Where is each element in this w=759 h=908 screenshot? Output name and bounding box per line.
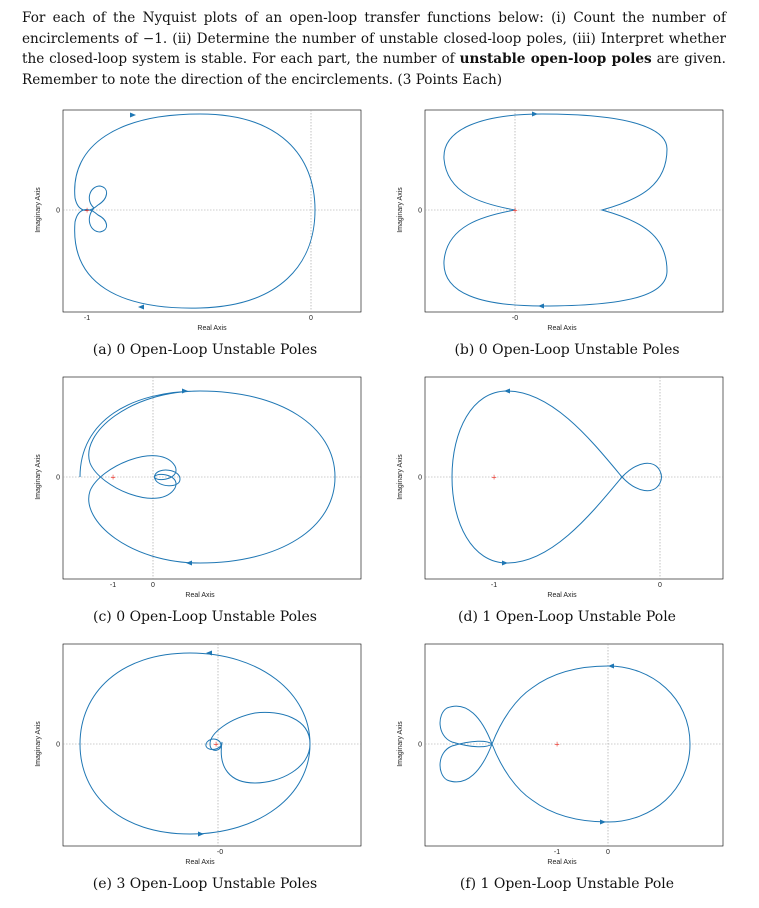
x-axis-label: Real Axis: [185, 592, 215, 599]
y-axis-label: Imaginary Axis: [35, 187, 42, 233]
nyquist-plot-a: [30, 104, 380, 349]
nyquist-plot-f: [392, 638, 742, 883]
x-tick-label: 0: [606, 849, 610, 856]
direction-arrow: [198, 832, 204, 837]
panel-caption: (e) 3 Open-Loop Unstable Poles: [92, 876, 318, 892]
nyquist-panel-c: [30, 371, 380, 641]
nyquist-curve: [75, 114, 315, 308]
y-tick-label: 0: [56, 741, 60, 749]
direction-arrow: [504, 389, 510, 394]
nyquist-curve: [440, 666, 690, 822]
critical-point-marker: +: [512, 206, 518, 215]
y-tick-label: 0: [56, 207, 60, 215]
critical-point-marker: +: [110, 473, 116, 482]
y-axis-label: Imaginary Axis: [35, 721, 42, 767]
y-tick-label: 0: [418, 474, 422, 482]
nyquist-plot-c: [30, 371, 380, 616]
nyquist-plot-e: [30, 638, 380, 883]
problem-statement: [22, 8, 726, 90]
direction-arrow: [130, 113, 136, 118]
x-axis-label: Real Axis: [547, 592, 577, 599]
nyquist-plot-b: [392, 104, 742, 349]
nyquist-plot-d: [392, 371, 742, 616]
nyquist-panel-d: [392, 371, 742, 641]
x-axis-label: Real Axis: [185, 859, 215, 866]
direction-arrow: [182, 389, 188, 394]
y-axis-label: Imaginary Axis: [397, 187, 404, 233]
panel-caption: (b) 0 Open-Loop Unstable Poles: [454, 342, 680, 358]
critical-point-marker: +: [491, 473, 497, 482]
direction-arrow: [138, 305, 144, 310]
panel-caption: (c) 0 Open-Loop Unstable Poles: [93, 609, 317, 625]
nyquist-panel-e: [30, 638, 380, 908]
plot-frame: [63, 644, 361, 846]
direction-arrow: [600, 820, 606, 825]
nyquist-panel-f: [392, 638, 742, 908]
x-tick-label: -1: [553, 849, 561, 856]
plot-frame: [63, 110, 361, 312]
critical-point-marker: +: [213, 740, 219, 749]
statement-part-2: are given. Remember to note the direction of the encirclements. (3 Points Each): [22, 51, 726, 88]
nyquist-panel-a: [30, 104, 380, 374]
nyquist-panel-b: [392, 104, 742, 374]
statement-bold: unstable open-loop poles: [459, 51, 652, 67]
y-tick-label: 0: [418, 207, 422, 215]
nyquist-curve: [80, 653, 310, 834]
x-tick-label: 0: [658, 582, 662, 589]
plot-frame: [425, 644, 723, 846]
direction-arrow: [186, 561, 192, 566]
direction-arrow: [608, 664, 614, 669]
x-tick-label: -1: [83, 315, 91, 322]
x-tick-label: 0: [151, 582, 155, 589]
panel-caption: (d) 1 Open-Loop Unstable Pole: [458, 609, 676, 625]
panel-caption: (a) 0 Open-Loop Unstable Poles: [92, 342, 318, 358]
x-axis-label: Real Axis: [547, 859, 577, 866]
x-tick-label: -1: [490, 582, 498, 589]
statement-part-1: For each of the Nyquist plots of an open-loop transfer functions below: (i) Count the number of encirclements of −1. (ii) Determine the number of unstable closed-loop poles, (iii) Interpret whether the closed-loop system is stable. For each part, the number of: [22, 10, 726, 67]
plot-frame: [425, 377, 723, 579]
y-tick-label: 0: [418, 741, 422, 749]
x-tick-label: 0: [309, 315, 313, 322]
critical-point-marker: +: [84, 206, 90, 215]
x-tick-label: -0: [511, 315, 519, 322]
x-tick-label: -1: [109, 582, 117, 589]
x-tick-label: -0: [216, 849, 224, 856]
panel-caption: (f) 1 Open-Loop Unstable Pole: [459, 876, 675, 892]
direction-arrow: [206, 651, 212, 656]
x-axis-label: Real Axis: [547, 325, 577, 332]
y-axis-label: Imaginary Axis: [397, 454, 404, 500]
direction-arrow: [538, 304, 544, 309]
x-axis-label: Real Axis: [197, 325, 227, 332]
y-axis-label: Imaginary Axis: [35, 454, 42, 500]
critical-point-marker: +: [554, 740, 560, 749]
y-tick-label: 0: [56, 474, 60, 482]
direction-arrow: [502, 561, 508, 566]
plot-frame: [63, 377, 361, 579]
direction-arrow: [532, 112, 538, 117]
plot-frame: [425, 110, 723, 312]
y-axis-label: Imaginary Axis: [397, 721, 404, 767]
